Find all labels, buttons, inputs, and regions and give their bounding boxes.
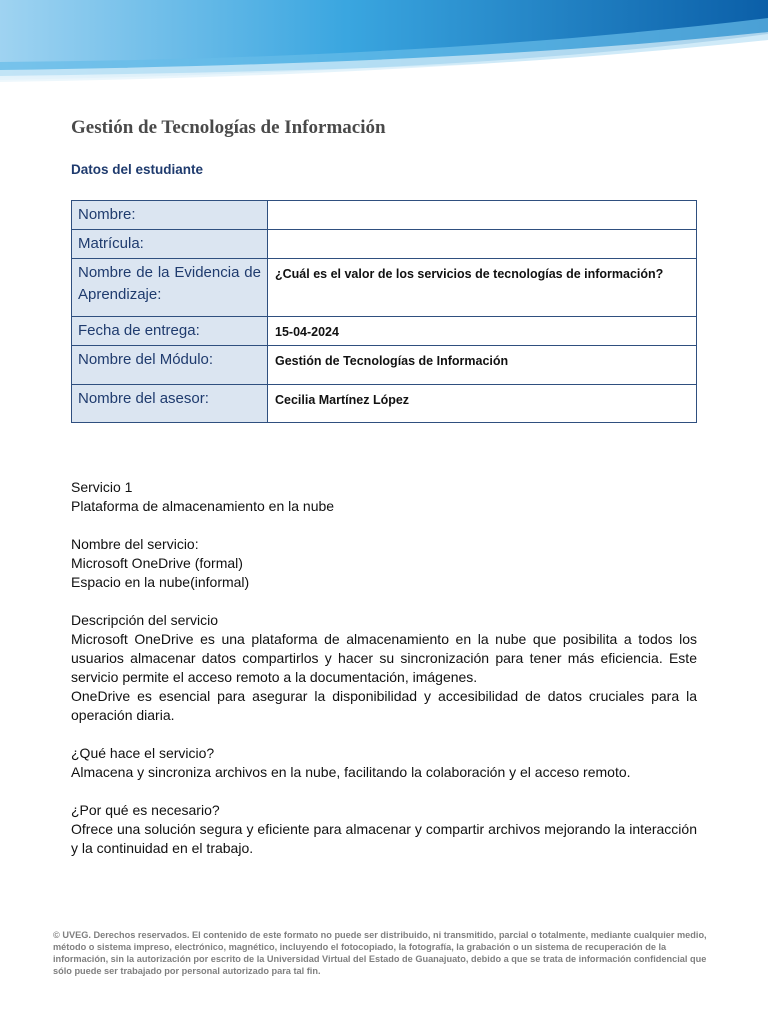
- name-formal: Microsoft OneDrive (formal): [71, 555, 243, 571]
- name-informal: Espacio en la nube(informal): [71, 574, 250, 590]
- table-row: [72, 346, 697, 385]
- table-row: [72, 201, 697, 230]
- label-modulo: Nombre del Módulo:: [72, 346, 268, 385]
- why-heading: ¿Por qué es necesario?: [71, 802, 220, 818]
- why-text: Ofrece una solución segura y eficiente para almacenar y compartir archivos mejorando la interacción y la continuidad en el trabajo.: [71, 821, 697, 856]
- label-fecha: Fecha de entrega:: [72, 317, 268, 346]
- value-nombre: [268, 201, 697, 230]
- value-evidencia: ¿Cuál es el valor de los servicios de tecnologías de información?: [268, 259, 697, 317]
- service-heading: Servicio 1: [71, 479, 133, 495]
- value-asesor: Cecilia Martínez López: [268, 385, 697, 423]
- label-matricula: Matrícula:: [72, 230, 268, 259]
- label-evidencia: Nombre de la Evidencia de Aprendizaje:: [72, 259, 268, 317]
- student-info-table: [71, 200, 697, 423]
- description-paragraph-1: Microsoft OneDrive es una plataforma de almacenamiento en la nube que posibilita a todos los usuarios almacenar datos compartirlos y hacer su sincronización para tener más eficiencia. Este servicio permite el acceso remoto a la documentación, imágenes.: [71, 631, 697, 685]
- document-title: Gestión de Tecnologías de Información: [71, 117, 386, 138]
- name-heading: Nombre del servicio:: [71, 536, 199, 552]
- description-paragraph-2: OneDrive es esencial para asegurar la disponibilidad y accesibilidad de datos cruciales para la operación diaria.: [71, 688, 697, 723]
- table-row: [72, 259, 697, 317]
- value-fecha: 15-04-2024: [268, 317, 697, 346]
- what-heading: ¿Qué hace el servicio?: [71, 745, 215, 761]
- value-matricula: [268, 230, 697, 259]
- student-data-heading: Datos del estudiante: [71, 162, 204, 177]
- table-row: [72, 230, 697, 259]
- header-banner: [0, 0, 768, 96]
- service-type: Plataforma de almacenamiento en la nube: [71, 498, 335, 514]
- value-modulo: Gestión de Tecnologías de Información: [268, 346, 697, 385]
- label-asesor: Nombre del asesor:: [72, 385, 268, 423]
- description-heading: Descripción del servicio: [71, 612, 219, 628]
- table-row: [72, 385, 697, 423]
- what-text: Almacena y sincroniza archivos en la nube, facilitando la colaboración y el acceso remoto.: [71, 764, 631, 780]
- label-nombre: Nombre:: [72, 201, 268, 230]
- service-body: [71, 478, 697, 858]
- copyright-footer: © UVEG. Derechos reservados. El contenido de este formato no puede ser distribuido, ni transmitido, parcial o totalmente, mediante cualquier medio, método o sistema impreso, electrónico, magnético, incluyendo el fotocopiado, la fotografía, la grabación o un sistema de recuperación de la información, sin la autorización por escrito de la Universidad Virtual del Estado de Guanajuato, debido a que se trata de información confidencial que sólo puede ser trabajado por personal autorizado para tal fin.: [53, 930, 707, 976]
- table-row: [72, 317, 697, 346]
